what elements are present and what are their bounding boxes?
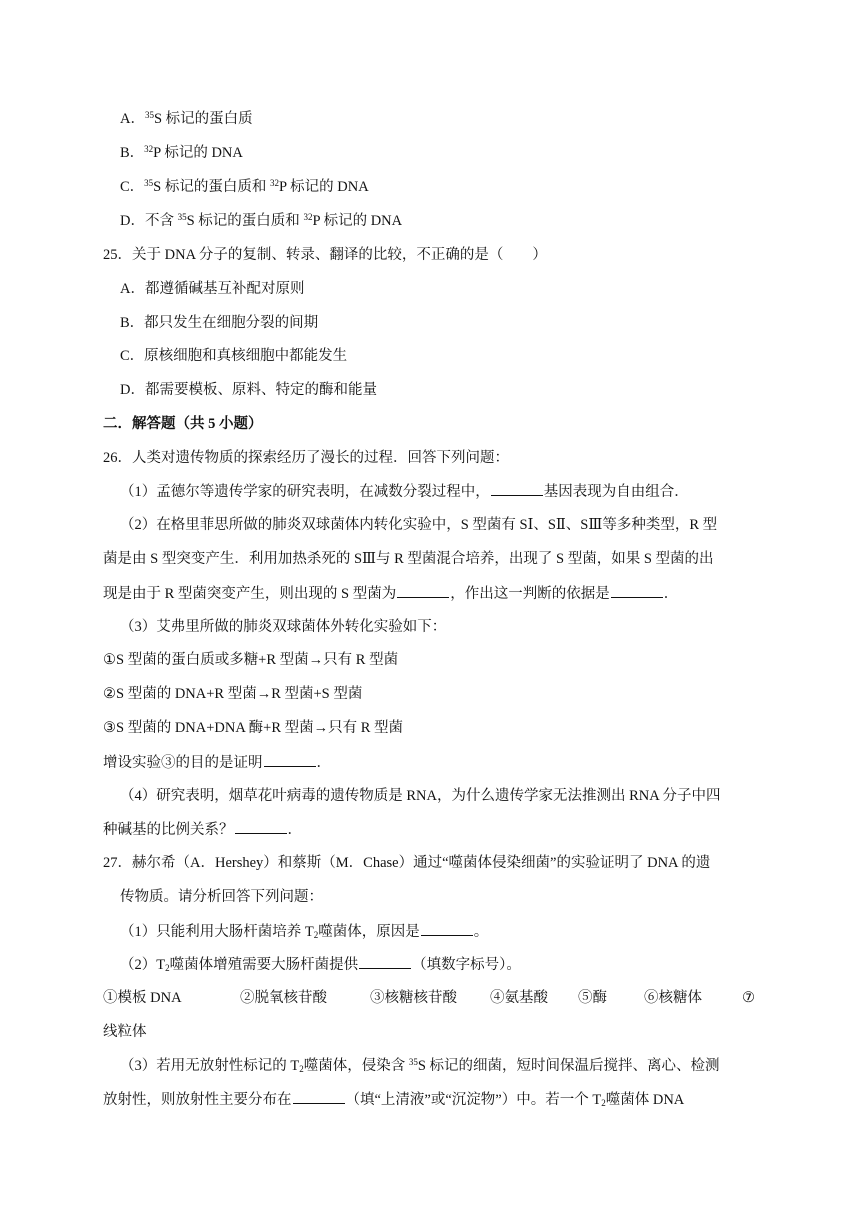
q25-option-b: B．都只发生在细胞分裂的间期 [120,315,319,331]
option-5: ⑤酶 [578,990,607,1006]
q26-part4-line1: （4）研究表明，烟草花叶病毒的遗传物质是 RNA，为什么遗传学家无法推测出 RNA 分子中四 [120,788,721,804]
q24-option-c: C．$^{35}$S 标记的蛋白质和 $^{32}$P 标记的 DNA [120,178,369,195]
q26-part2-line3: 现是由于 R 型菌突变产生，则出现的 S 型菌为 ，作出这一判断的依据是 ． [103,583,678,604]
q24-option-d: D．不含 $^{35}$S 标记的蛋白质和 $^{32}$P 标记的 DNA [120,212,403,229]
q27-stem-line2: 传物质。请分析回答下列问题： [120,889,323,905]
q26-part3-question: 增设实验③的目的是证明 ． [103,752,331,773]
option-6: ⑥核糖体 [644,990,702,1006]
q26-part3: （3）艾弗里所做的肺炎双球菌体外转化实验如下： [120,619,447,635]
q26-experiment-3: ③S 型菌的 DNA+DNA 酶+R 型菌→只有 R 型菌 [103,720,404,736]
answer-blank [397,583,449,598]
q26-experiment-2: ②S 型菌的 DNA+R 型菌→R 型菌+S 型菌 [103,686,363,702]
option-4: ④氨基酸 [490,990,548,1006]
q24-option-b: B．$^{32}$P 标记的 DNA [120,144,243,161]
q26-part4-line2: 种碱基的比例关系？ ． [103,819,302,840]
q27-part1: （1）只能利用大肠杆菌培养 $T_2$噬菌体，原因是 。 [120,921,488,942]
answer-blank [421,921,473,936]
q26-experiment-1: ①S 型菌的蛋白质或多糖+R 型菌→只有 R 型菌 [103,652,399,668]
q25-option-d: D．都需要模板、原料、特定的酶和能量 [120,382,377,398]
section-heading: 二．解答题（共 5 小题） [103,416,263,432]
q27-stem-line1: 27．赫尔希（A．Hershey）和蔡斯（M．Chase）通过“噬菌体侵染细菌”的实验证明了 DNA 的遗 [103,855,711,871]
q26-part2-line2: 菌是由 S 型突变产生．利用加热杀死的 SⅢ与 R 型菌混合培养，出现了 S 型菌，如果 S 型菌的出 [103,551,714,567]
q26-stem: 26．人类对遗传物质的探索经历了漫长的过程．回答下列问题： [103,450,509,466]
answer-blank [235,819,287,834]
answer-blank [264,752,316,767]
answer-blank [359,954,411,969]
option-7-label: 线粒体 [103,1024,147,1040]
option-2: ②脱氧核苷酸 [240,990,327,1006]
q27-part2: $(2)T_2$噬菌体增殖需要大肠杆菌提供 （填数字标号）。 [120,954,521,975]
answer-blank [611,583,663,598]
answer-blank [491,481,543,496]
answer-blank [293,1089,345,1104]
q25-option-a: A．都遵循碱基互补配对原则 [120,281,305,297]
q25-stem: 25．关于 DNA 分子的复制、转录、翻译的比较，不正确的是（ ） [103,247,547,263]
option-7-marker: ⑦ [742,990,755,1006]
q27-options-row [103,988,763,1008]
q25-option-c: C．原核细胞和真核细胞中都能发生 [120,348,348,364]
q26-part2-line1: （2）在格里菲思所做的肺炎双球菌体内转化实验中，S 型菌有 SⅠ、SⅡ、SⅢ等多种类型，R 型 [120,517,718,533]
option-1: ①模板 DNA [103,990,182,1006]
q27-part3-line1: （3）若用无放射性标记的 $T_2$噬菌体，侵染含 $^{35}$S 标记的细菌，短时间保温后搅拌、离心、检测 [120,1057,720,1074]
q24-option-a: A．$^{35}$S 标记的蛋白质 [120,110,253,127]
option-3: ③核糖核苷酸 [370,990,457,1006]
q26-part1: （1）孟德尔等遗传学家的研究表明，在减数分裂过程中， 基因表现为自由组合． [120,481,689,502]
q27-part3-line2: 放射性，则放射性主要分布在 （填“上清液”或“沉淀物”）中。若一个 $T_2$噬菌体 DNA [103,1089,684,1110]
